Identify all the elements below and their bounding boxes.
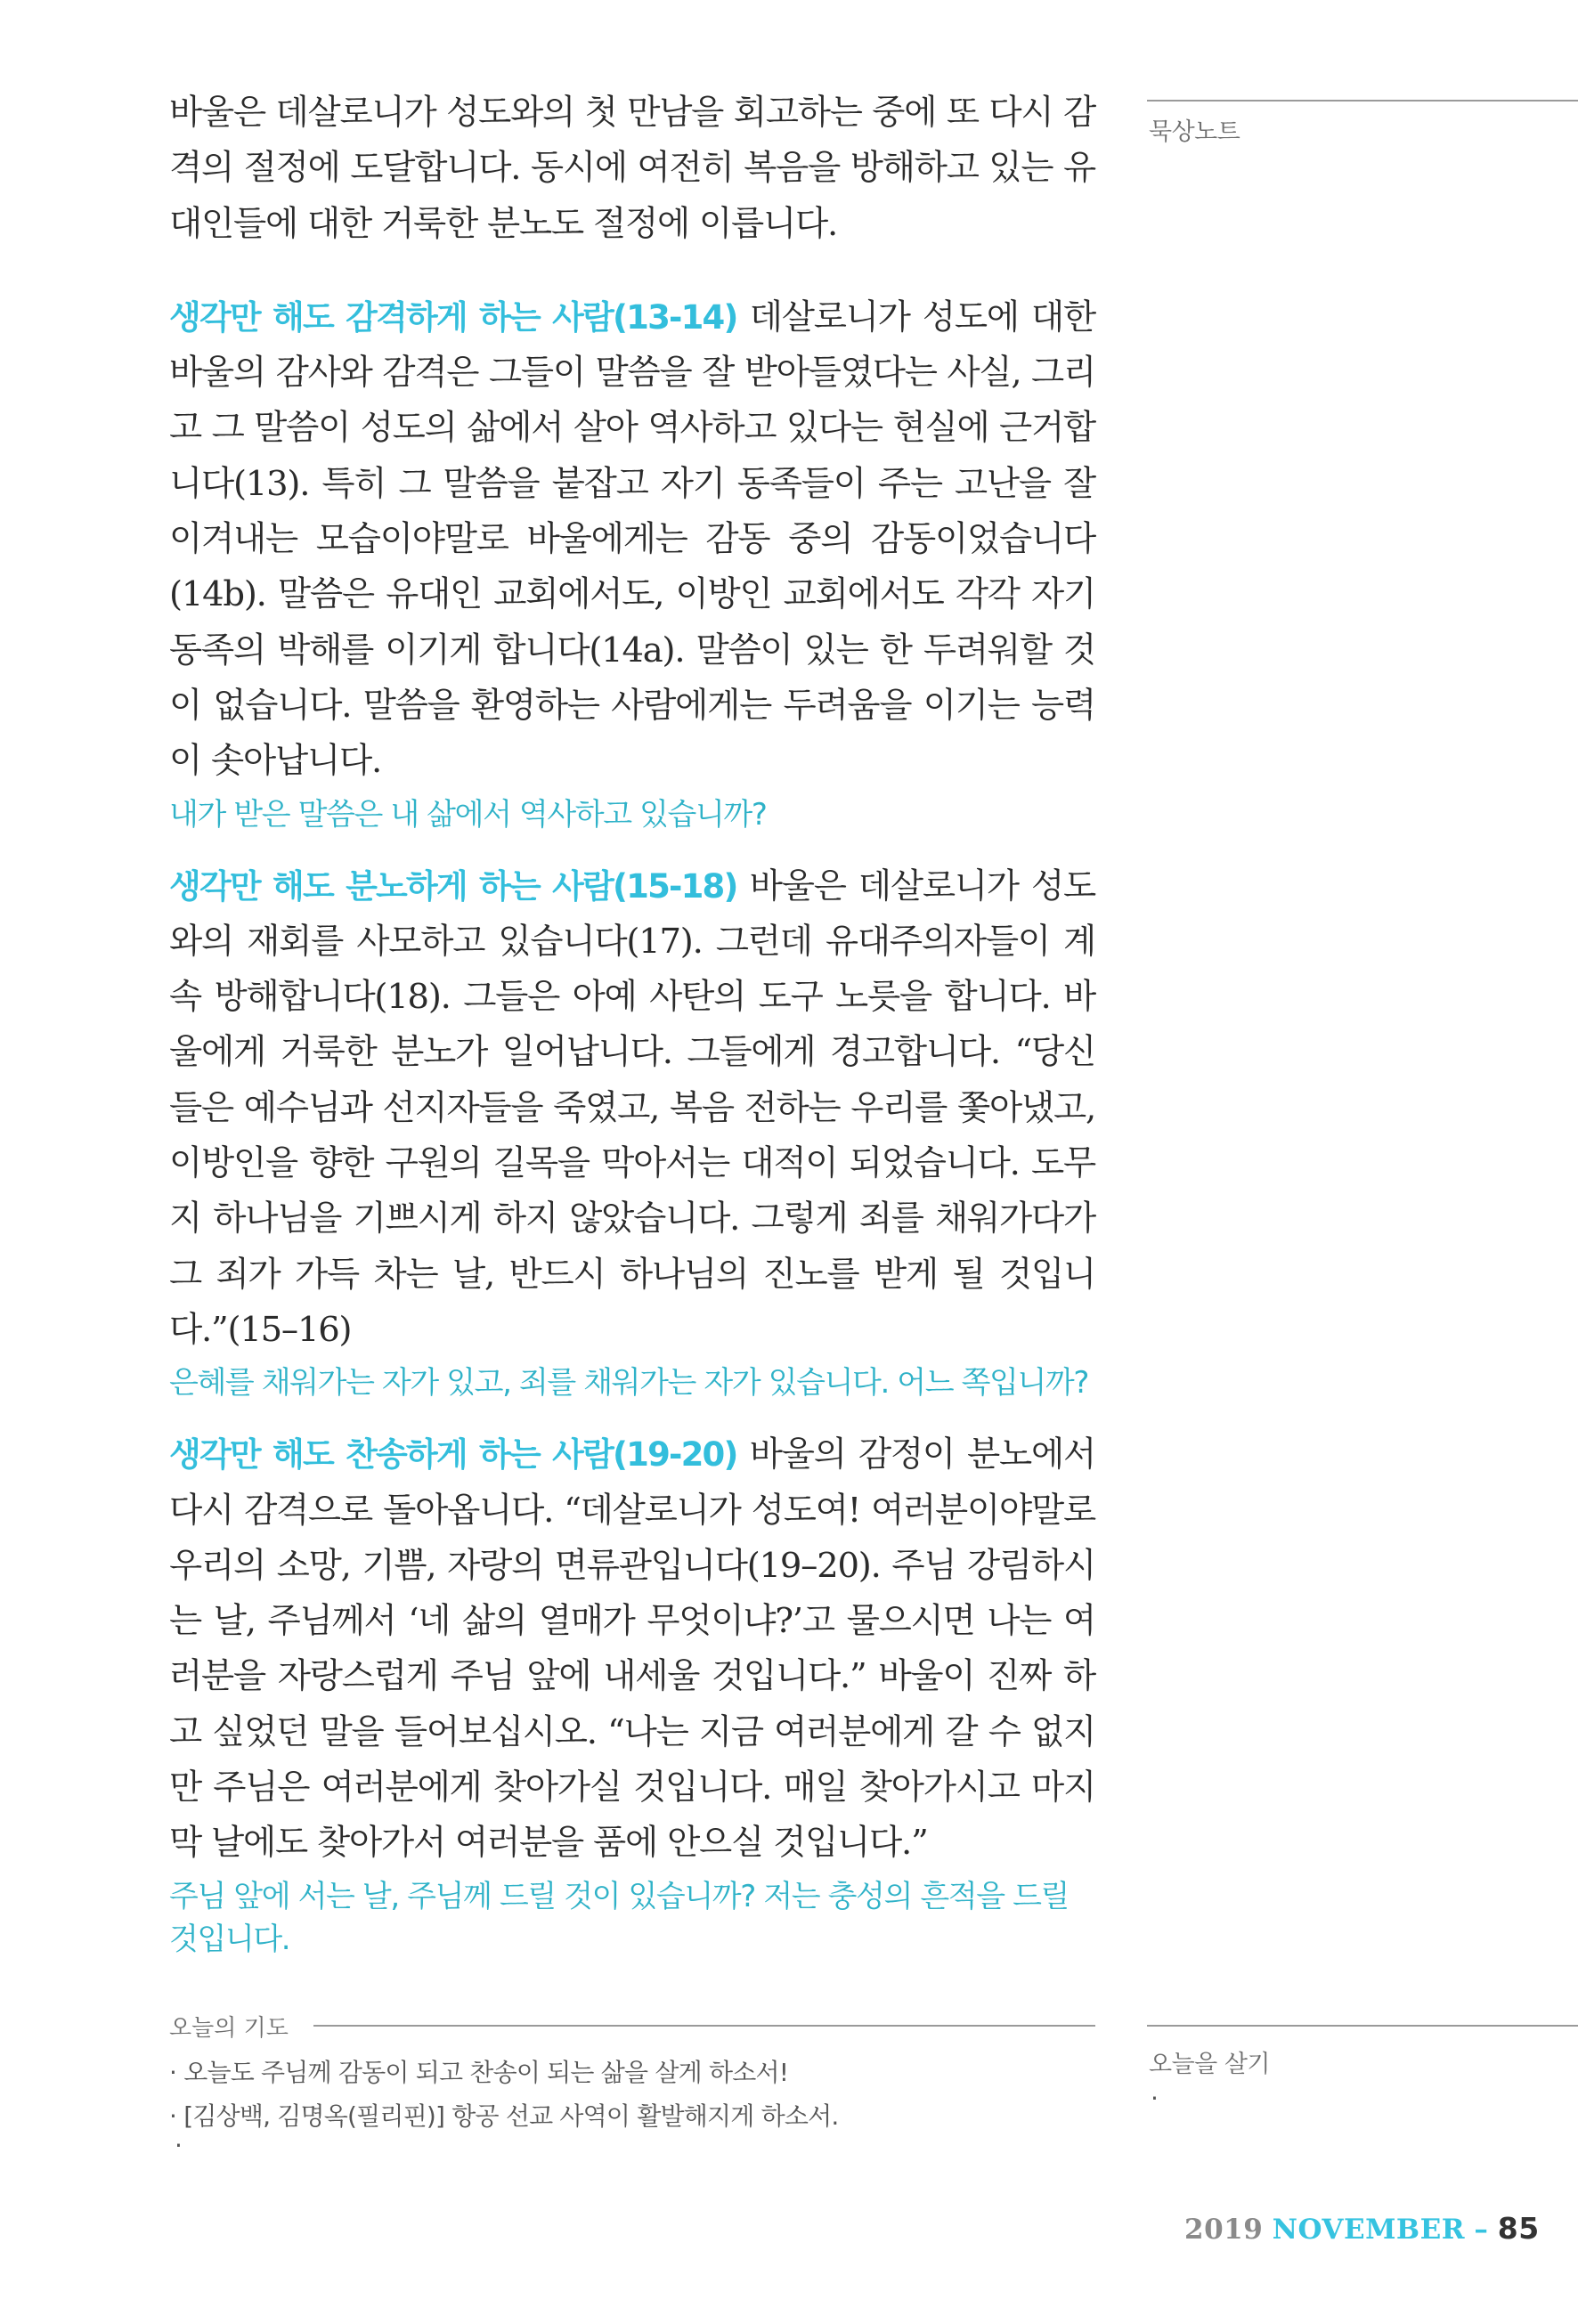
sidebar-live-bullet: · [1151, 2084, 1159, 2113]
prayer-item-2 [169, 2094, 1095, 2138]
page-footer [1184, 2211, 1540, 2246]
main-content [169, 85, 1095, 1984]
prayer-item-2-text: [김상백, 김명옥(필리핀)] 항공 선교 사역이 활발해지게 하소서. [183, 2101, 839, 2131]
section-3-heading: 생각만 해도 찬송하게 하는 사람(19-20) [169, 1435, 737, 1475]
intro-paragraph: 바울은 데살로니가 성도와의 첫 만남을 회고하는 중에 또 다시 감격의 절정에 도달합니다. 동시에 여전히 복음을 방해하고 있는 유대인들에 대한 거룩한 분노도 절정에 이릅니다. [169, 93, 1095, 244]
prayer-empty-bullet: · [175, 2131, 183, 2160]
footer-month: NOVEMBER [1272, 2214, 1466, 2246]
prayer-item-1 [169, 2051, 1095, 2094]
section-2-paragraph [169, 859, 1095, 1359]
section-2-question: 은혜를 채워가는 자가 있고, 죄를 채워가는 자가 있습니다. 어느 쪽입니까? [169, 1365, 1089, 1402]
sidebar-live-rule [1147, 2025, 1578, 2027]
section-1-question: 내가 받은 말씀은 내 삶에서 역사하고 있습니까? [169, 796, 767, 833]
prayer-rule [313, 2025, 1095, 2027]
section-1-paragraph [169, 290, 1095, 790]
sidebar-notes-label: 묵상노트 [1149, 118, 1240, 146]
section-3 [169, 1427, 1095, 1960]
prayer-label: 오늘의 기도 [169, 2015, 289, 2042]
section-2-body: 바울은 데살로니가 성도와의 재회를 사모하고 있습니다(17). 그런데 유대주의자들이 계속 방해합니다(18). 그들은 아예 사탄의 도구 노릇을 합니다. 바울에게 거룩한 분노가 일어납니다. 그들에게 경고합니다. “당신들은 예수님과 선지자들을 죽였고, 복음 전하는 우리를 쫓아냈고, 이방인을 향한 구원의 길목을 막아서는 대적이 되었습니다. 도무지 하나님을 기쁘시게 하지 않았습니다. 그렇게 죄를 채워가다가 그 죄가 가득 차는 날, 반드시 하나님의 진노를 받게 될 것입니다.”(15–16) [169, 865, 1095, 1350]
section-2-heading: 생각만 해도 분노하게 하는 사람(15-18) [169, 866, 737, 906]
section-3-body: 바울의 감정이 분노에서 다시 감격으로 돌아옵니다. “데살로니가 성도여! 여러분이야말로 우리의 소망, 기쁨, 자랑의 면류관입니다(19–20). 주님 강림하시는 날, 주님께서 ‘네 삶의 열매가 무엇이냐?’고 물으시면 나는 여러분을 자랑스럽게 주님 앞에 내세울 것입니다.” 바울이 진짜 하고 싶었던 말을 들어보십시오. “나는 지금 여러분에게 갈 수 없지만 주님은 여러분에게 찾아가실 것입니다. 매일 찾아가시고 마지막 날에도 찾아가서 여러분을 품에 안으실 것입니다.” [169, 1434, 1095, 1864]
footer-dash: – [1474, 2214, 1489, 2246]
footer-year: 2019 [1184, 2214, 1264, 2246]
prayer-list [169, 2051, 1095, 2138]
section-3-question: 주님 앞에 서는 날, 주님께 드릴 것이 있습니까? 저는 충성의 흔적을 드릴 것입니다. [169, 1878, 1069, 1957]
section-3-paragraph [169, 1427, 1095, 1871]
section-1-body: 데살로니가 성도에 대한 바울의 감사와 감격은 그들이 말씀을 잘 받아들였다는 사실, 그리고 그 말씀이 성도의 삶에서 살아 역사하고 있다는 현실에 근거합니다(13). 특히 그 말씀을 붙잡고 자기 동족들이 주는 고난을 잘 이겨내는 모습이야말로 바울에게는 감동 중의 감동이었습니다(14b). 말씀은 유대인 교회에서도, 이방인 교회에서도 각각 자기 동족의 박해를 이기게 합니다(14a). 말씀이 있는 한 두려워할 것이 없습니다. 말씀을 환영하는 사람에게는 두려움을 이기는 능력이 솟아납니다. [169, 297, 1095, 782]
page-number: 85 [1497, 2211, 1540, 2246]
sidebar-notes-rule [1147, 100, 1578, 102]
sidebar-live-label: 오늘을 살기 [1149, 2051, 1270, 2078]
prayer-item-1-text: 오늘도 주님께 감동이 되고 찬송이 되는 삶을 살게 하소서! [183, 2058, 789, 2087]
section-2 [169, 859, 1095, 1405]
section-1-heading: 생각만 해도 감격하게 하는 사람(13-14) [169, 297, 737, 337]
section-1 [169, 290, 1095, 836]
